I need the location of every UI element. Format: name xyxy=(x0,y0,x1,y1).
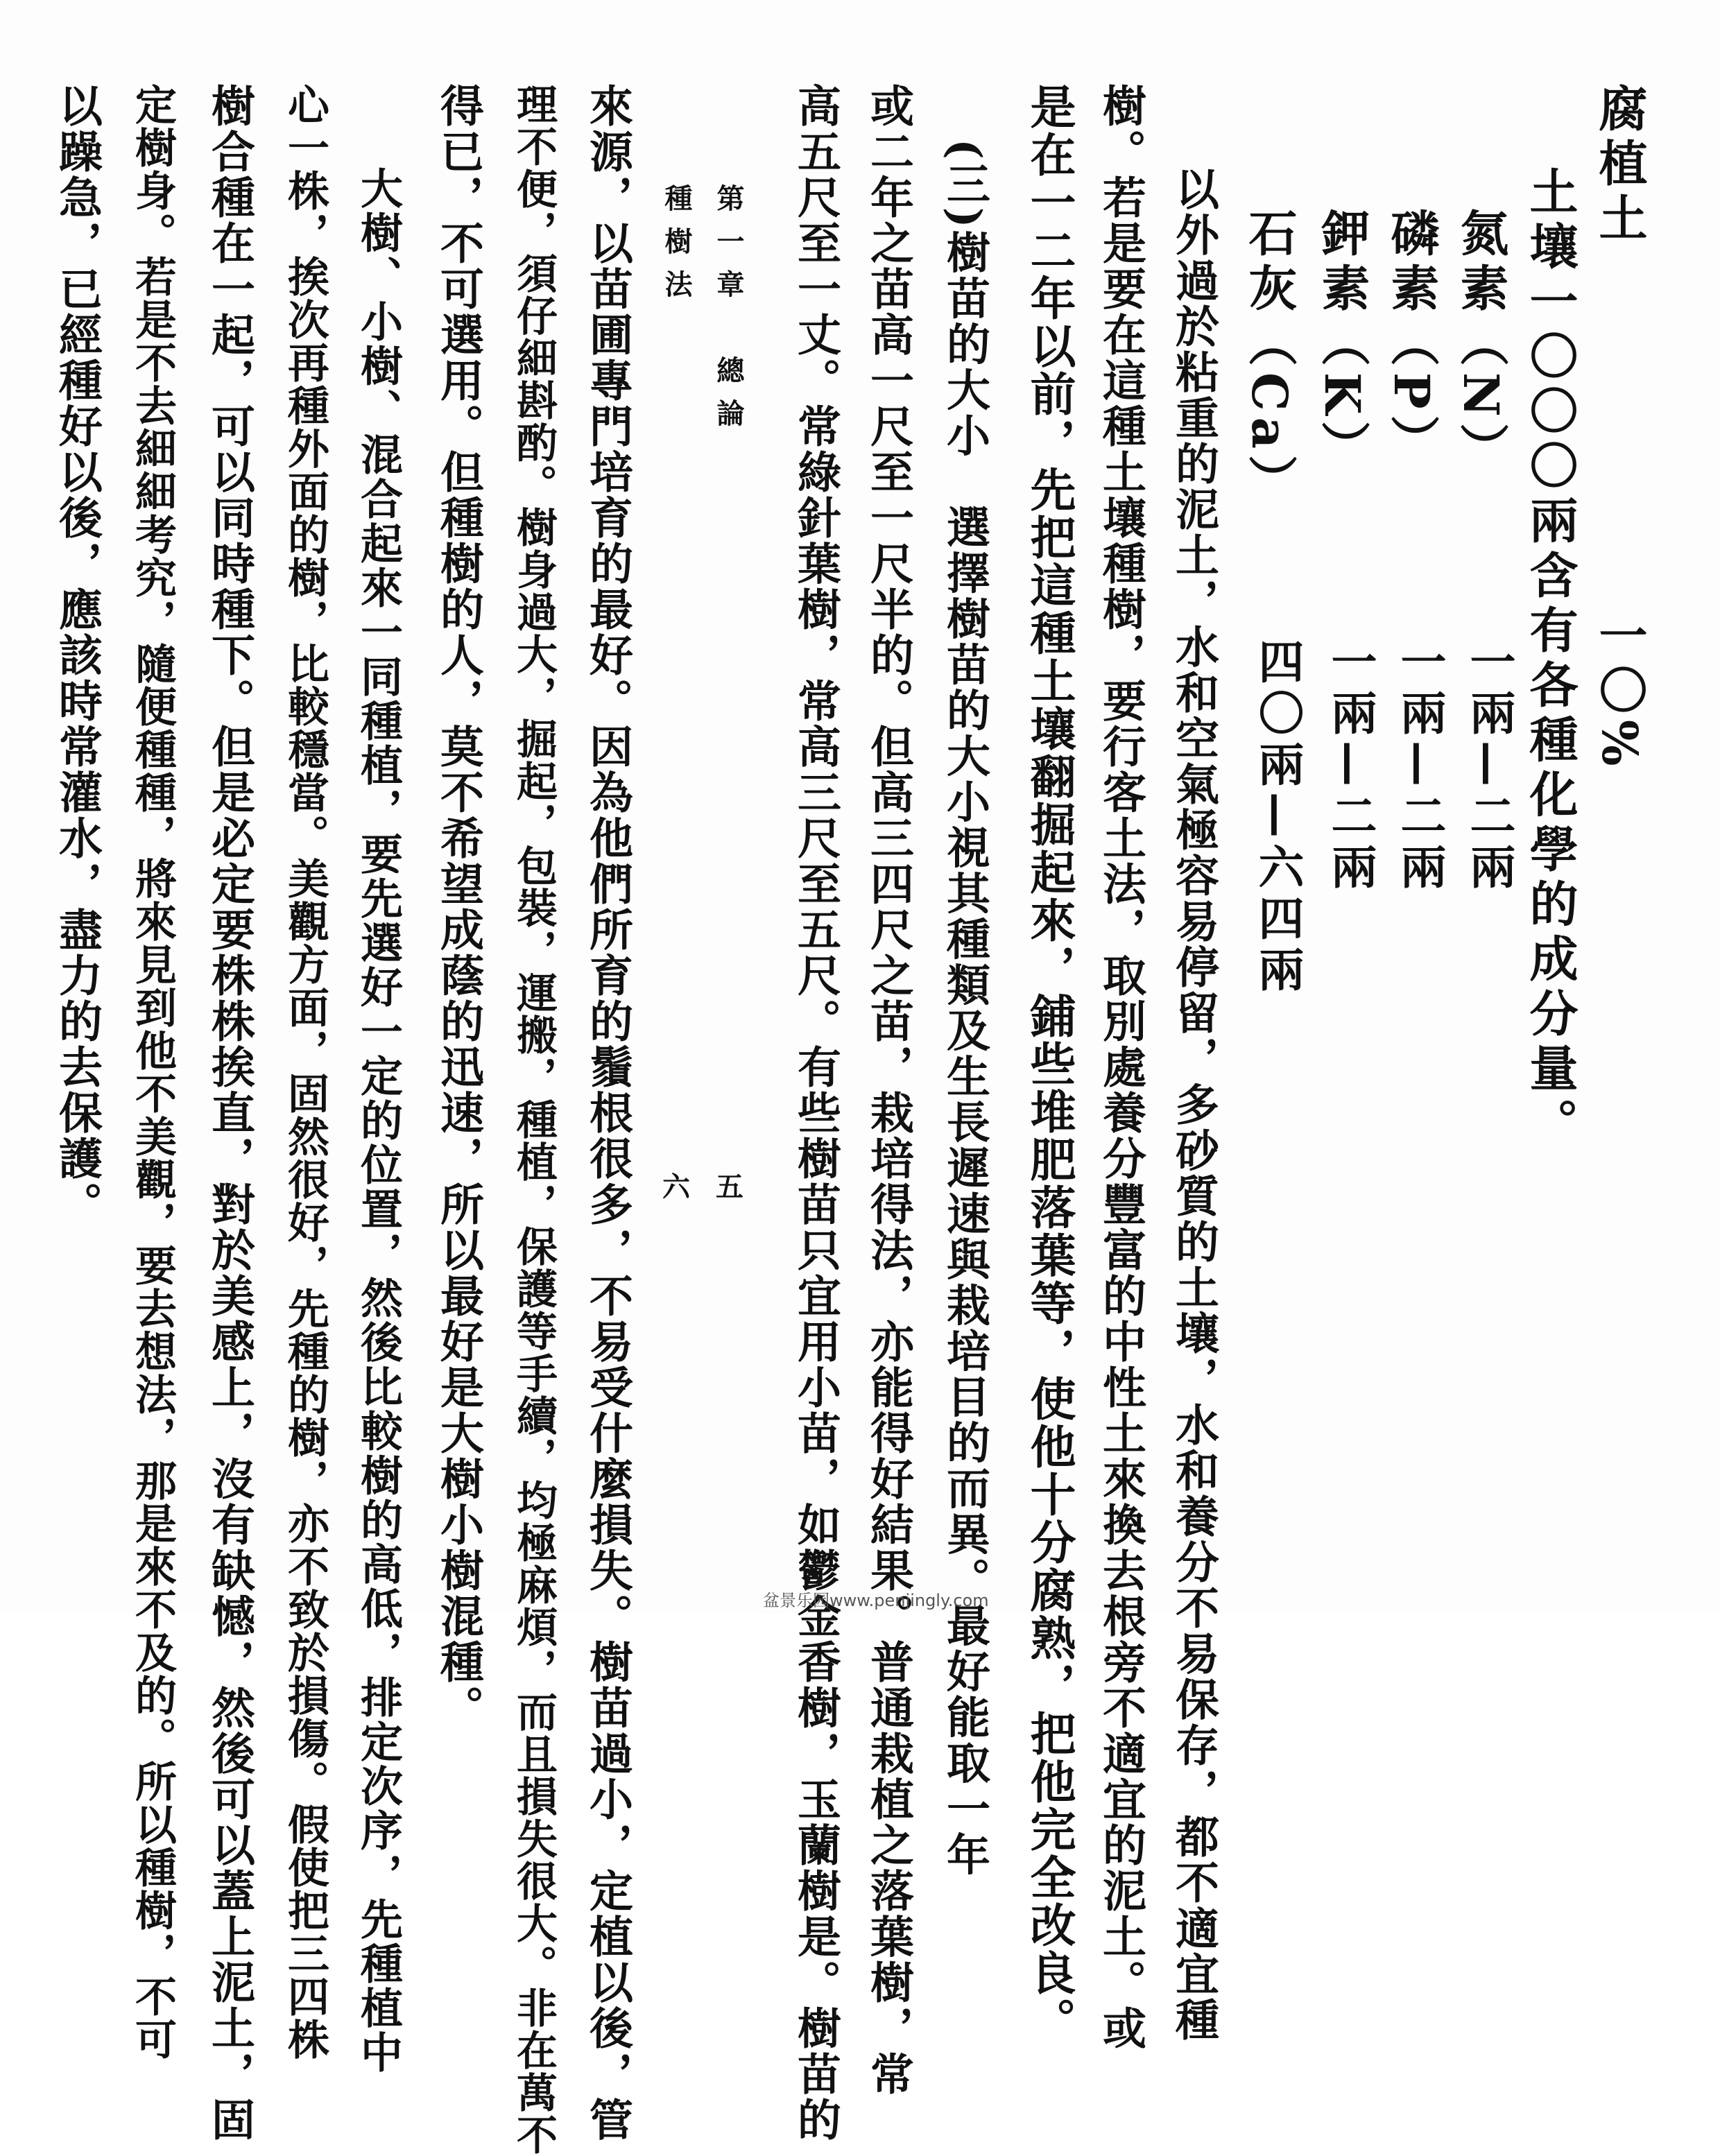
text-column: 理不便，須仔細斟酌。樹身過大，掘起，包裝，運搬，種植，保護等手續，均極麻煩，而且損失很大。非在萬不 xyxy=(510,83,558,2156)
text-column: 樹合種在一起，可以同時種下。但是必定要株株挨直，對於美感上，沒有缺憾，然後可以蓋上泥土，固 xyxy=(205,83,256,2143)
text-column: 以躁急，已經種好以後，應該時常灌水，盡力的去保護。 xyxy=(52,83,103,1227)
text-column: 是在一二年以前，先把這種土壤翻掘起來，鋪些堆肥落葉等，使他十分腐熟，把他完全改良。 xyxy=(1022,83,1076,2045)
table-row-value: 一兩—二兩 xyxy=(1462,638,1516,895)
text-column: 樹。若是要在這種土壤種樹，要行客土法，取別處養分豐富的中性土來換去根旁不適宜的泥土。或 xyxy=(1096,83,1147,2051)
table-row-value: 一兩—二兩 xyxy=(1393,638,1447,895)
text-column: 以外過於粘重的泥土，水和空氣極容易停留，多砂質的土壤，水和養分不易保存，都不適宜種 xyxy=(1169,166,1220,2043)
page-number-left: 六 xyxy=(662,1171,690,1203)
table-row-label: 鉀素（K） xyxy=(1314,208,1371,476)
table-title: 腐植土 xyxy=(1591,83,1649,248)
text-column: 大樹、小樹、混合起來一同種植，要先選好一定的位置，然後比較樹的高低，排定次序，先種植中 xyxy=(354,166,403,2075)
text-column: 得已，不可選用。但種樹的人，莫不希望成蔭的迅速，所以最好是大樹小樹混種。 xyxy=(433,83,485,1731)
text-column: 或二年之苗高一尺至一尺半的。但高三四尺之苗，栽培得法，亦能得好結果。普通栽植之落葉樹，常 xyxy=(863,83,915,2097)
text-column: 心一株，挨次再種外面的樹，比較穩當。美觀方面，固然很好，先種的樹，亦不致於損傷。假使把三四株 xyxy=(281,83,329,2061)
chapter-heading: 第一章 總論 xyxy=(712,184,745,442)
section-heading: 種樹法 xyxy=(660,184,693,313)
text-column: (三)樹苗的大小 選擇樹苗的大小視其種類及生長遲速與栽培目的而異。最好能取一年 xyxy=(940,139,991,1878)
table-row-label: 磷素（P） xyxy=(1383,208,1440,470)
table-intro: 土壤一〇〇〇兩含有各種化學的成分量。 xyxy=(1522,166,1579,1153)
text-column: 高五尺至一丈。常綠針葉樹，常高三尺至五尺。有些樹苗只宜用小苗，如鬱金香樹，玉蘭樹是。樹苗的 xyxy=(791,83,842,2143)
table-row-value: 四〇兩—六四兩 xyxy=(1250,638,1305,997)
page-number-right: 五 xyxy=(716,1171,743,1203)
table-row-label: 石灰（Ca） xyxy=(1241,208,1298,510)
table-title-value: 一〇% xyxy=(1591,610,1649,773)
table-row-value: 一兩—二兩 xyxy=(1323,638,1377,895)
site-watermark: 盆景乐园www.penjingly.com xyxy=(763,1591,989,1610)
text-column: 來源，以苗圃專門培育的最好。因為他們所育的鬚根很多，不易受什麼損失。樹苗過小，定植以後，管 xyxy=(583,83,634,2143)
table-row-label: 氮素（N） xyxy=(1452,208,1510,478)
text-column: 定樹身。若是不去細細考究，隨便種種，將來見到他不美觀，要去想法，那是來不及的。所以種樹，不可 xyxy=(128,83,177,2061)
